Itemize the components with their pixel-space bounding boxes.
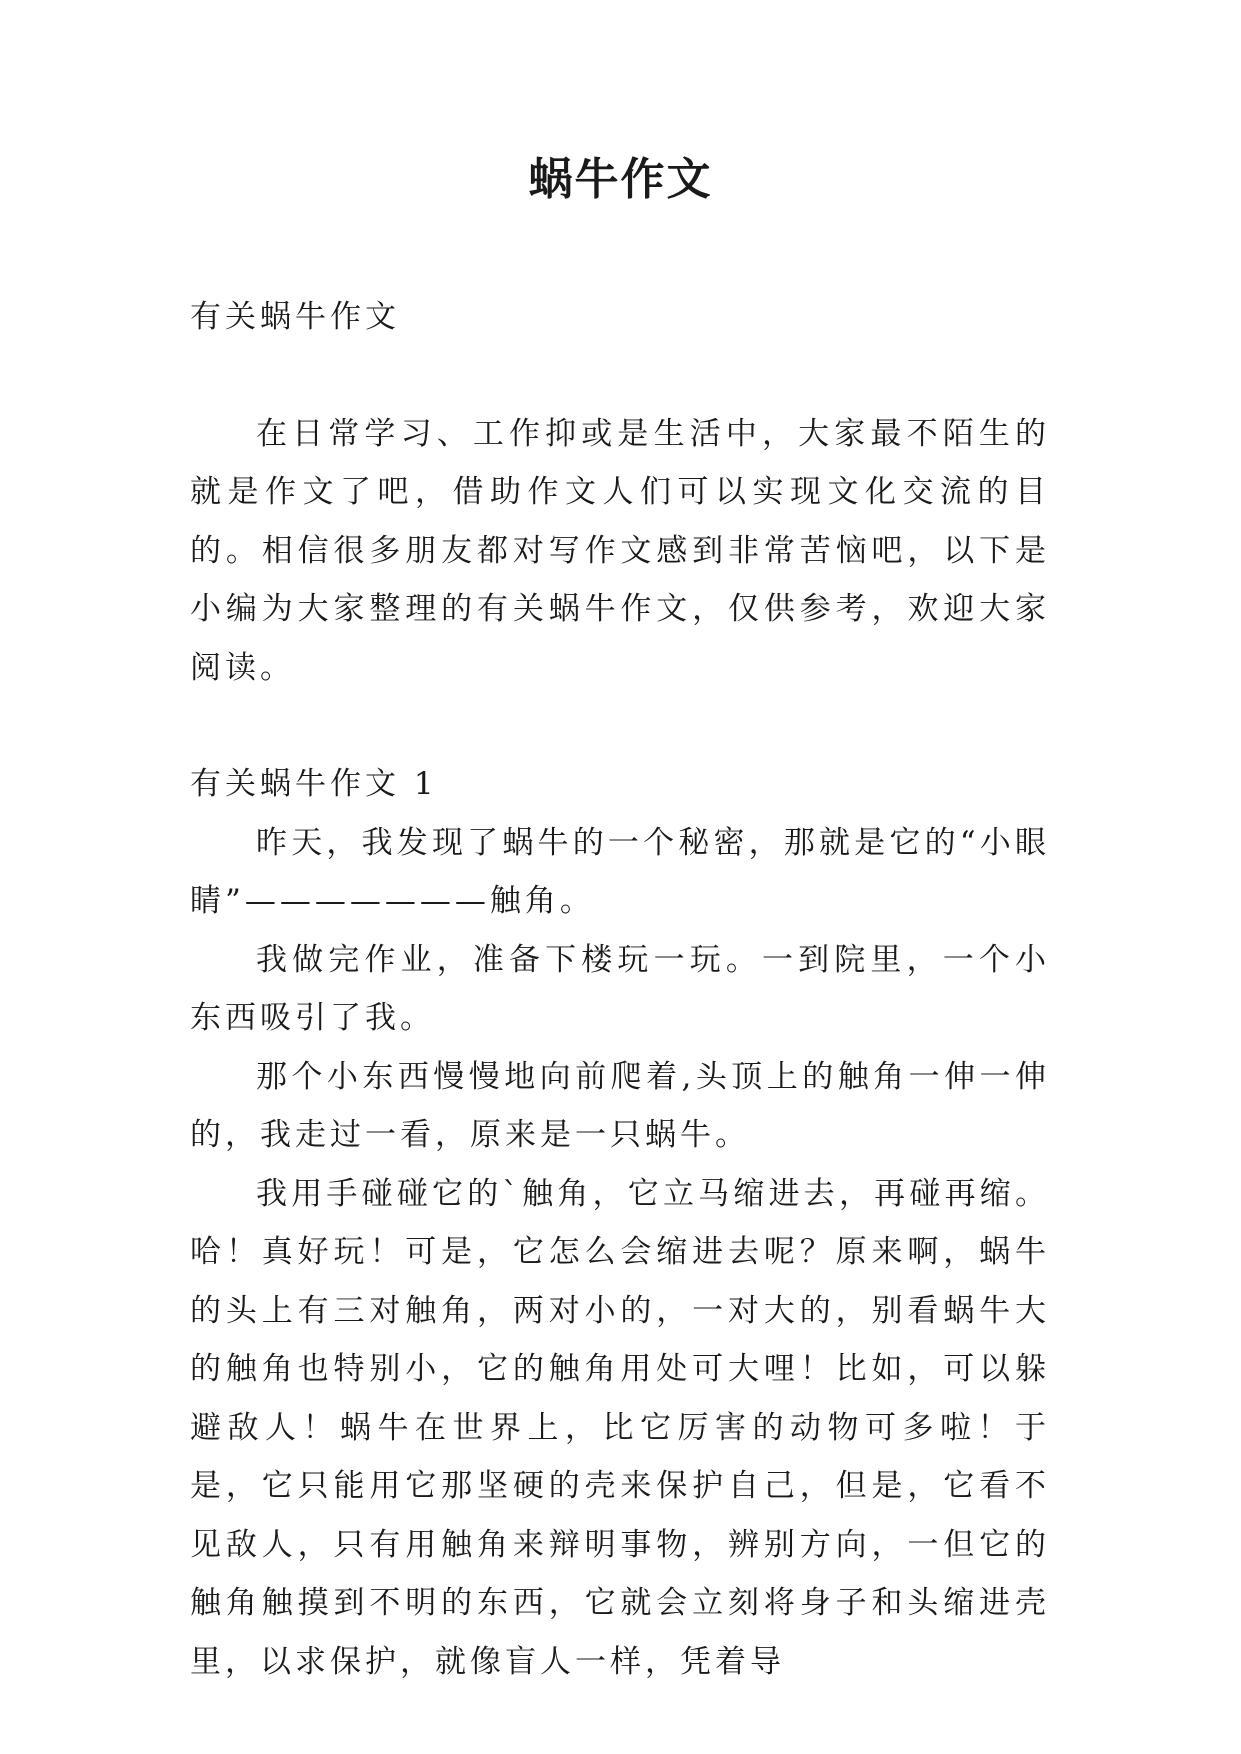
body-paragraph: 我做完作业，准备下楼玩一玩。一到院里，一个小东西吸引了我。 bbox=[190, 941, 1050, 1036]
section-heading: 有关蜗牛作文 1 bbox=[190, 766, 438, 802]
intro-paragraph: 在日常学习、工作抑或是生活中，大家最不陌生的就是作文了吧，借助作文人们可以实现文化交流的目的。相信很多朋友都对写作文感到非常苦恼吧，以下是小编为大家整理的有关蜗牛作文，仅供参考，欢迎大家阅读。 bbox=[190, 415, 1050, 686]
document-title: 蜗牛作文 bbox=[528, 154, 713, 205]
document-body bbox=[190, 288, 1050, 1691]
body-paragraph: 我用手碰碰它的`触角，它立马缩进去，再碰再缩。哈！真好玩！可是，它怎么会缩进去呢？原来啊，蜗牛的头上有三对触角，两对小的，一对大的，别看蜗牛大的触角也特别小，它的触角用处可大哩！比如，可以躲避敌人！蜗牛在世界上，比它厉害的动物可多啦！于是，它只能用它那坚硬的壳来保护自己，但是，它看不见敌人，只有用触角来辩明事物，辨别方向，一但它的触角触摸到不明的东西，它就会立刻将身子和头缩进壳里，以求保护，就像盲人一样，凭着导 bbox=[190, 1175, 1050, 1680]
body-paragraph: 那个小东西慢慢地向前爬着,头顶上的触角一伸一伸的，我走过一看，原来是一只蜗牛。 bbox=[190, 1058, 1050, 1153]
body-paragraph: 昨天，我发现了蜗牛的一个秘密，那就是它的“小眼睛”———————触角。 bbox=[190, 824, 1050, 919]
document-subtitle: 有关蜗牛作文 bbox=[190, 299, 400, 335]
